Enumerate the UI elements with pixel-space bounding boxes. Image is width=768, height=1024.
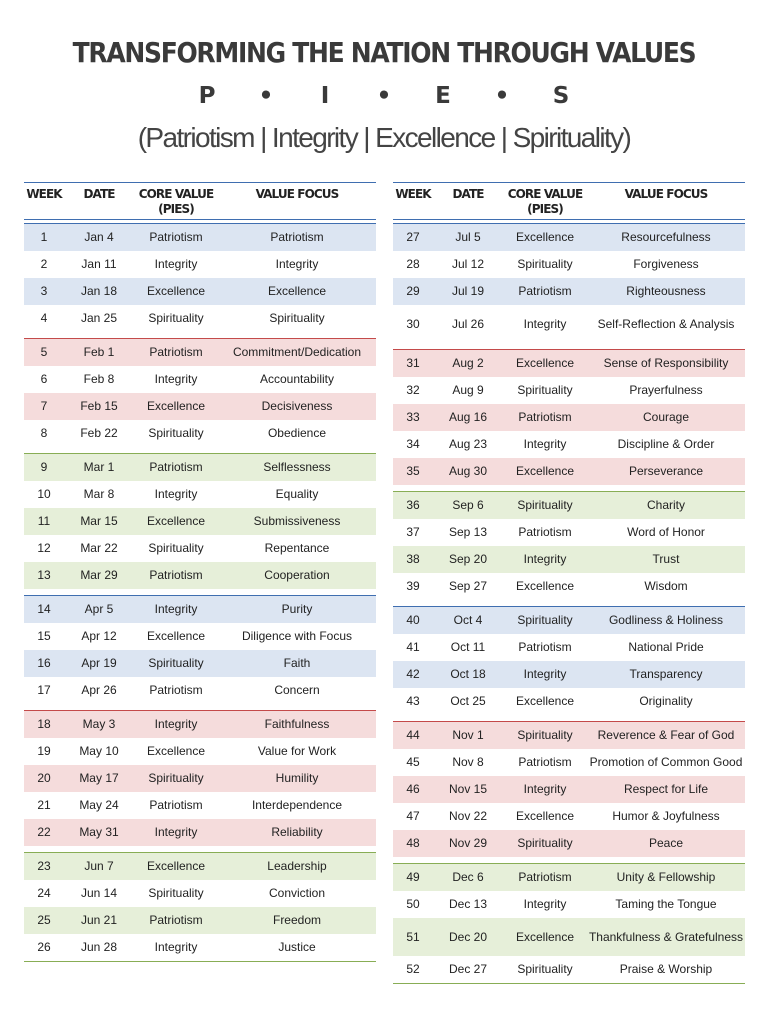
core-value-cell: Integrity <box>154 717 198 731</box>
core-value-cell: Excellence <box>515 356 575 370</box>
table-row <box>393 377 745 404</box>
date-cell: Nov 1 <box>452 728 484 742</box>
core-value-cell: Patriotism <box>518 755 572 769</box>
table-row <box>24 819 376 846</box>
week-cell: 23 <box>37 859 51 873</box>
value-focus-cell: Respect for Life <box>623 782 709 796</box>
value-focus-cell: Resourcefulness <box>621 230 711 244</box>
table-row <box>24 623 376 650</box>
week-cell: 8 <box>40 426 48 440</box>
table-row <box>24 792 376 819</box>
value-focus-cell: Discipline & Order <box>617 437 715 451</box>
table-row <box>393 305 745 343</box>
value-focus-cell: Justice <box>278 940 316 954</box>
week-cell: 21 <box>37 798 51 812</box>
week-group <box>393 863 745 984</box>
table-row <box>24 853 376 880</box>
table-row <box>393 519 745 546</box>
header-week: WEEK <box>395 187 431 201</box>
week-cell: 36 <box>406 498 420 512</box>
page-title: TRANSFORMING THE NATION THROUGH VALUES <box>72 36 696 69</box>
value-focus-cell: Thankfulness & Gratefulness <box>588 929 744 944</box>
core-value-cell: Integrity <box>154 372 198 386</box>
value-focus-cell: Praise & Worship <box>619 962 713 976</box>
date-cell: Jun 28 <box>80 940 118 954</box>
core-value-cell: Excellence <box>146 514 206 528</box>
week-cell: 16 <box>37 656 51 670</box>
table-row <box>24 596 376 623</box>
date-cell: Aug 30 <box>448 464 488 478</box>
date-cell: Dec 6 <box>452 870 484 884</box>
date-cell: Aug 2 <box>452 356 484 370</box>
bullet-1: • <box>258 83 274 109</box>
week-cell: 30 <box>406 316 420 331</box>
value-focus-cell: Charity <box>646 498 685 512</box>
bullet-3: • <box>494 83 510 109</box>
header-date: DATE <box>452 187 484 201</box>
date-cell: Jul 5 <box>455 230 481 244</box>
date-cell: Oct 25 <box>450 694 486 708</box>
week-cell: 42 <box>406 667 420 681</box>
table-row <box>393 546 745 573</box>
week-cell: 43 <box>406 694 420 708</box>
date-cell: Mar 1 <box>83 460 115 474</box>
core-value-cell: Spirituality <box>148 771 204 785</box>
date-cell: Feb 22 <box>80 426 118 440</box>
core-value-cell: Excellence <box>515 929 575 944</box>
core-value-cell: Excellence <box>146 859 206 873</box>
core-value-cell: Spirituality <box>517 383 573 397</box>
core-value-cell: Integrity <box>523 782 567 796</box>
date-cell: May 3 <box>82 717 116 731</box>
core-value-cell: Patriotism <box>518 410 572 424</box>
week-cell: 50 <box>406 897 420 911</box>
table-row <box>393 661 745 688</box>
value-focus-cell: Reliability <box>271 825 323 839</box>
week-cell: 19 <box>37 744 51 758</box>
table-row <box>393 956 745 983</box>
value-focus-cell: Submissiveness <box>253 514 341 528</box>
value-focus-cell: Interdependence <box>251 798 343 812</box>
core-value-cell: Patriotism <box>149 460 203 474</box>
week-group <box>24 710 376 846</box>
table-row <box>393 918 745 956</box>
core-value-cell: Patriotism <box>149 683 203 697</box>
week-cell: 3 <box>40 284 48 298</box>
date-cell: Jan 4 <box>84 230 114 244</box>
table-row <box>24 393 376 420</box>
date-cell: Feb 1 <box>83 345 115 359</box>
core-value-cell: Patriotism <box>518 870 572 884</box>
value-focus-cell: Repentance <box>264 541 330 555</box>
pies-letters <box>0 78 768 114</box>
header-core-value-line2: (PIES) <box>158 202 194 216</box>
week-cell: 46 <box>406 782 420 796</box>
value-focus-cell: Forgiveness <box>633 257 699 271</box>
value-focus-cell: Purity <box>281 602 313 616</box>
table-row <box>24 420 376 447</box>
table-row <box>393 278 745 305</box>
date-cell: Jan 25 <box>80 311 118 325</box>
week-cell: 32 <box>406 383 420 397</box>
date-cell: Sep 27 <box>448 579 488 593</box>
date-cell: Feb 8 <box>83 372 115 386</box>
date-cell: Apr 26 <box>81 683 117 697</box>
value-focus-cell: Word of Honor <box>627 525 705 539</box>
value-focus-cell: Prayerfulness <box>629 383 703 397</box>
week-cell: 41 <box>406 640 420 654</box>
core-value-cell: Spirituality <box>148 426 204 440</box>
week-cell: 1 <box>40 230 48 244</box>
schedule-table-left <box>24 182 376 962</box>
table-row <box>393 573 745 600</box>
value-focus-cell: Perseverance <box>628 464 704 478</box>
value-focus-cell: Self-Reflection & Analysis <box>597 316 735 331</box>
date-cell: Apr 19 <box>81 656 117 670</box>
table-row <box>393 607 745 634</box>
table-row <box>393 864 745 891</box>
week-cell: 44 <box>406 728 420 742</box>
date-cell: Sep 13 <box>448 525 488 539</box>
value-focus-cell: Diligence with Focus <box>241 629 353 643</box>
date-cell: Oct 4 <box>453 613 483 627</box>
table-row <box>393 404 745 431</box>
value-focus-cell: Conviction <box>268 886 326 900</box>
value-focus-cell: Reverence & Fear of God <box>597 728 735 742</box>
week-group <box>393 721 745 857</box>
date-cell: Feb 15 <box>80 399 118 413</box>
date-cell: Jan 11 <box>81 257 117 271</box>
value-focus-cell: Sense of Responsibility <box>603 356 729 370</box>
date-cell: Mar 29 <box>80 568 118 582</box>
table-row <box>24 508 376 535</box>
table-row <box>24 366 376 393</box>
date-cell: Jul 19 <box>451 284 485 298</box>
table-row <box>24 738 376 765</box>
week-cell: 25 <box>37 913 51 927</box>
week-cell: 31 <box>406 356 420 370</box>
value-focus-cell: Humor & Joyfulness <box>612 809 720 823</box>
week-cell: 7 <box>40 399 48 413</box>
value-focus-cell: Taming the Tongue <box>615 897 717 911</box>
week-cell: 13 <box>37 568 51 582</box>
core-value-cell: Spirituality <box>148 656 204 670</box>
week-cell: 10 <box>37 487 51 501</box>
week-cell: 52 <box>406 962 420 976</box>
core-value-cell: Excellence <box>146 399 206 413</box>
value-focus-cell: Freedom <box>272 913 322 927</box>
core-value-cell: Spirituality <box>148 886 204 900</box>
value-focus-cell: Value for Work <box>257 744 337 758</box>
week-cell: 48 <box>406 836 420 850</box>
date-cell: Mar 15 <box>80 514 118 528</box>
core-value-cell: Spirituality <box>517 613 573 627</box>
core-value-cell: Excellence <box>515 230 575 244</box>
table-row <box>24 562 376 589</box>
core-value-cell: Excellence <box>515 809 575 823</box>
date-cell: Dec 13 <box>448 897 488 911</box>
value-focus-cell: Originality <box>639 694 693 708</box>
week-group <box>24 453 376 589</box>
table-row <box>24 278 376 305</box>
week-group <box>24 223 376 332</box>
week-cell: 35 <box>406 464 420 478</box>
core-value-cell: Integrity <box>154 825 198 839</box>
date-cell: Nov 15 <box>448 782 488 796</box>
core-value-cell: Spirituality <box>148 541 204 555</box>
core-value-cell: Spirituality <box>517 728 573 742</box>
header-date: DATE <box>83 187 115 201</box>
header-core-value-line1: CORE VALUE <box>138 187 214 201</box>
week-cell: 11 <box>37 514 51 528</box>
week-group <box>393 491 745 600</box>
table-row <box>393 749 745 776</box>
date-cell: Nov 22 <box>448 809 488 823</box>
page-subtitle: (Patriotism | Integrity | Excellence | Spirituality) <box>137 122 631 153</box>
core-value-cell: Integrity <box>523 437 567 451</box>
core-value-cell: Patriotism <box>518 284 572 298</box>
week-cell: 34 <box>406 437 420 451</box>
table-row <box>24 339 376 366</box>
week-cell: 28 <box>406 257 420 271</box>
core-value-cell: Integrity <box>154 257 198 271</box>
header-week: WEEK <box>26 187 62 201</box>
value-focus-cell: Righteousness <box>626 284 706 298</box>
week-cell: 2 <box>40 257 48 271</box>
core-value-cell: Spirituality <box>517 498 573 512</box>
date-cell: May 24 <box>79 798 119 812</box>
week-cell: 40 <box>406 613 420 627</box>
date-cell: Jan 18 <box>80 284 118 298</box>
core-value-cell: Integrity <box>523 552 567 566</box>
week-cell: 49 <box>406 870 420 884</box>
value-focus-cell: Faithfulness <box>264 717 330 731</box>
letter-e: E <box>435 83 451 109</box>
core-value-cell: Patriotism <box>518 525 572 539</box>
week-cell: 4 <box>40 311 48 325</box>
header-core-value-line2: (PIES) <box>527 202 563 216</box>
value-focus-cell: Decisiveness <box>261 399 333 413</box>
week-cell: 5 <box>40 345 48 359</box>
core-value-cell: Excellence <box>146 284 206 298</box>
schedule-table-right <box>393 182 745 984</box>
date-cell: Mar 8 <box>83 487 115 501</box>
value-focus-cell: National Pride <box>628 640 704 654</box>
date-cell: Aug 9 <box>452 383 484 397</box>
table-row <box>24 224 376 251</box>
date-cell: Apr 5 <box>84 602 114 616</box>
date-cell: Mar 22 <box>80 541 118 555</box>
date-cell: Jul 26 <box>451 316 485 331</box>
value-focus-cell: Commitment/Dedication <box>232 345 362 359</box>
table-row <box>393 224 745 251</box>
date-cell: Jun 7 <box>84 859 114 873</box>
value-focus-cell: Integrity <box>275 257 319 271</box>
table-row <box>393 891 745 918</box>
value-focus-cell: Equality <box>275 487 319 501</box>
value-focus-cell: Obedience <box>267 426 327 440</box>
header-core-value <box>134 187 218 217</box>
value-focus-cell: Selflessness <box>263 460 331 474</box>
week-cell: 45 <box>406 755 420 769</box>
week-cell: 20 <box>37 771 51 785</box>
table-row <box>393 722 745 749</box>
date-cell: May 17 <box>79 771 119 785</box>
core-value-cell: Spirituality <box>517 962 573 976</box>
week-cell: 29 <box>406 284 420 298</box>
week-group <box>24 338 376 447</box>
core-value-cell: Integrity <box>523 316 567 331</box>
week-cell: 26 <box>37 940 51 954</box>
week-cell: 39 <box>406 579 420 593</box>
header-value-focus: VALUE FOCUS <box>624 187 708 201</box>
table-row <box>393 803 745 830</box>
core-value-cell: Integrity <box>523 897 567 911</box>
table-row <box>24 535 376 562</box>
header-core-value-line1: CORE VALUE <box>507 187 583 201</box>
letter-i: I <box>320 83 330 109</box>
date-cell: Aug 16 <box>448 410 488 424</box>
table-row <box>24 251 376 278</box>
table-row <box>24 711 376 738</box>
core-value-cell: Integrity <box>154 940 198 954</box>
core-value-cell: Excellence <box>515 694 575 708</box>
date-cell: May 31 <box>79 825 119 839</box>
core-value-cell: Patriotism <box>149 345 203 359</box>
table-row <box>393 688 745 715</box>
core-value-cell: Integrity <box>154 487 198 501</box>
week-cell: 37 <box>406 525 420 539</box>
core-value-cell: Patriotism <box>149 568 203 582</box>
date-cell: Jun 21 <box>80 913 118 927</box>
date-cell: Jul 12 <box>451 257 485 271</box>
core-value-cell: Excellence <box>146 744 206 758</box>
letter-p: P <box>198 83 216 109</box>
date-cell: Dec 27 <box>448 962 488 976</box>
week-group <box>24 852 376 962</box>
core-value-cell: Patriotism <box>149 798 203 812</box>
week-cell: 12 <box>37 541 51 555</box>
date-cell: Aug 23 <box>448 437 488 451</box>
table-row <box>393 634 745 661</box>
value-focus-cell: Peace <box>648 836 684 850</box>
table-row <box>24 677 376 704</box>
week-group <box>393 349 745 485</box>
value-focus-cell: Godliness & Holiness <box>608 613 724 627</box>
core-value-cell: Excellence <box>146 629 206 643</box>
table-row <box>24 907 376 934</box>
core-value-cell: Integrity <box>523 667 567 681</box>
week-cell: 9 <box>40 460 48 474</box>
date-cell: Dec 20 <box>448 929 488 944</box>
table-row <box>24 454 376 481</box>
table-row <box>24 765 376 792</box>
core-value-cell: Excellence <box>515 579 575 593</box>
document-header <box>0 34 768 158</box>
core-value-cell: Spirituality <box>148 311 204 325</box>
week-cell: 17 <box>37 683 51 697</box>
week-cell: 51 <box>406 929 420 944</box>
table-row <box>393 776 745 803</box>
value-focus-cell: Wisdom <box>644 579 688 593</box>
date-cell: Jun 14 <box>80 886 118 900</box>
core-value-cell: Patriotism <box>518 640 572 654</box>
value-focus-cell: Patriotism <box>270 230 324 244</box>
table-row <box>24 650 376 677</box>
core-value-cell: Integrity <box>154 602 198 616</box>
value-focus-cell: Faith <box>283 656 311 670</box>
table-row <box>24 880 376 907</box>
value-focus-cell: Excellence <box>267 284 327 298</box>
date-cell: Oct 18 <box>450 667 486 681</box>
table-row <box>393 251 745 278</box>
table-row <box>393 431 745 458</box>
table-row <box>393 830 745 857</box>
value-focus-cell: Leadership <box>267 859 327 873</box>
week-cell: 27 <box>406 230 420 244</box>
table-header <box>393 182 745 220</box>
bullet-2: • <box>376 83 392 109</box>
week-group <box>393 223 745 343</box>
letter-s: S <box>552 83 570 109</box>
date-cell: Oct 11 <box>450 640 486 654</box>
date-cell: Nov 8 <box>452 755 484 769</box>
table-row <box>393 458 745 485</box>
table-row <box>393 350 745 377</box>
core-value-cell: Patriotism <box>149 230 203 244</box>
week-cell: 15 <box>37 629 51 643</box>
core-value-cell: Patriotism <box>149 913 203 927</box>
value-focus-cell: Trust <box>652 552 680 566</box>
value-focus-cell: Unity & Fellowship <box>616 870 716 884</box>
date-cell: May 10 <box>79 744 119 758</box>
week-cell: 47 <box>406 809 420 823</box>
header-core-value <box>503 187 587 217</box>
value-focus-cell: Courage <box>642 410 690 424</box>
week-cell: 24 <box>37 886 51 900</box>
value-focus-cell: Spirituality <box>269 311 325 325</box>
value-focus-cell: Cooperation <box>264 568 330 582</box>
week-group <box>393 606 745 715</box>
date-cell: Apr 12 <box>81 629 117 643</box>
core-value-cell: Spirituality <box>517 836 573 850</box>
value-focus-cell: Accountability <box>259 372 335 386</box>
date-cell: Sep 6 <box>452 498 484 512</box>
value-focus-cell: Humility <box>275 771 319 785</box>
date-cell: Nov 29 <box>448 836 488 850</box>
core-value-cell: Excellence <box>515 464 575 478</box>
value-focus-cell: Transparency <box>629 667 703 681</box>
table-row <box>24 481 376 508</box>
week-cell: 38 <box>406 552 420 566</box>
week-cell: 14 <box>37 602 51 616</box>
week-cell: 18 <box>37 717 51 731</box>
week-group <box>24 595 376 704</box>
value-focus-cell: Concern <box>274 683 320 697</box>
table-header <box>24 182 376 220</box>
core-value-cell: Spirituality <box>517 257 573 271</box>
header-value-focus: VALUE FOCUS <box>255 187 339 201</box>
table-row <box>24 934 376 961</box>
table-row <box>393 492 745 519</box>
date-cell: Sep 20 <box>448 552 488 566</box>
value-focus-cell: Promotion of Common Good <box>589 755 743 769</box>
table-row <box>24 305 376 332</box>
week-cell: 33 <box>406 410 420 424</box>
week-cell: 6 <box>40 372 48 386</box>
week-cell: 22 <box>37 825 51 839</box>
